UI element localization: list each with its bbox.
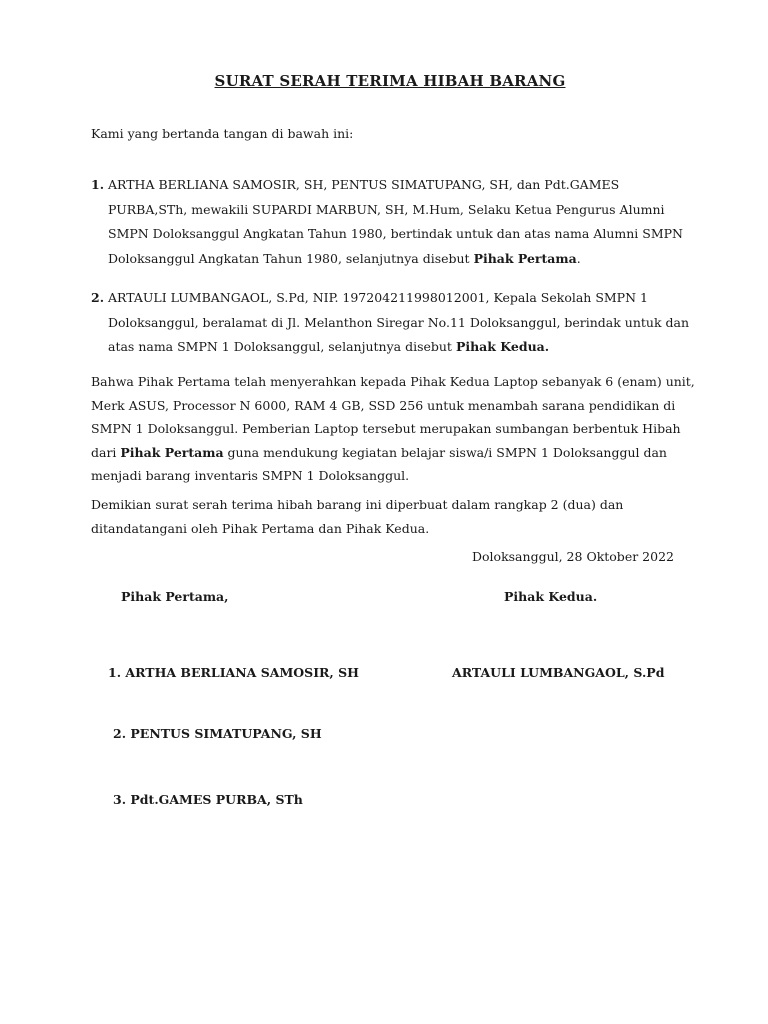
party-two-number: 2. [91, 290, 105, 305]
signatory-party-two: ARTAULI LUMBANGAOL, S.Pd [452, 665, 665, 680]
party-two-item [91, 286, 691, 360]
party-one-label: Pihak Pertama [473, 250, 577, 266]
intro-text: Kami yang bertanda tangan di bawah ini: [91, 126, 354, 141]
party-one-text: ARTHA BERLIANA SAMOSIR, SH, PENTUS SIMATUPANG, SH, dan Pdt.GAMES PURBA,STh, mewakili SUPARDI MARBUN, SH, M.Hum, Selaku Ketua Pengurus Alumni SMPN Doloksanggul Angkatan Tahun 1980, bertindak untuk dan atas nama Alumni SMPN Doloksanggul Angkatan Tahun 1980, selanjutnya disebut Pihak Pertama. [108, 177, 683, 266]
party-two-text: ARTAULI LUMBANGAOL, S.Pd, NIP. 197204211998012001, Kepala Sekolah SMPN 1 Doloksanggul, beralamat di Jl. Melanthon Siregar No.11 Doloksanggul, berindak untuk dan atas nama SMPN 1 Doloksanggul, selanjutnya disebut Pihak Kedua. [108, 290, 690, 354]
party-one-heading: Pihak Pertama, [121, 589, 229, 604]
signatory-1: 1. ARTHA BERLIANA SAMOSIR, SH [108, 665, 359, 680]
party-one-item [91, 173, 691, 271]
signatory-2: 2. PENTUS SIMATUPANG, SH [113, 726, 322, 741]
party-two-heading: Pihak Kedua. [504, 589, 598, 604]
document-title: SURAT SERAH TERIMA HIBAH BARANG [214, 72, 566, 90]
signatory-3: 3. Pdt.GAMES PURBA, STh [113, 792, 303, 807]
party-one-number: 1. [91, 177, 105, 192]
body-paragraph: Bahwa Pihak Pertama telah menyerahkan kepada Pihak Kedua Laptop sebanyak 6 (enam) unit, Merk ASUS, Processor N 6000, RAM 4 GB, SSD 256 untuk menambah sarana pendidikan di SMPN 1 Doloksanggul. Pemberian Laptop tersebut merupakan sumbangan berbentuk Hibah dari Pihak Pertama guna mendukung kegiatan belajar siswa/i SMPN 1 Doloksanggul dan menjadi barang inventaris SMPN 1 Doloksanggul. [91, 374, 695, 483]
date-place: Doloksanggul, 28 Oktober 2022 [472, 549, 674, 564]
closing-paragraph: Demikian surat serah terima hibah barang ini diperbuat dalam rangkap 2 (dua) dan ditandatangani oleh Pihak Pertama dan Pihak Kedua. [91, 497, 624, 536]
body-party-label: Pihak Pertama [120, 444, 224, 460]
party-two-label: Pihak Kedua. [455, 339, 550, 354]
